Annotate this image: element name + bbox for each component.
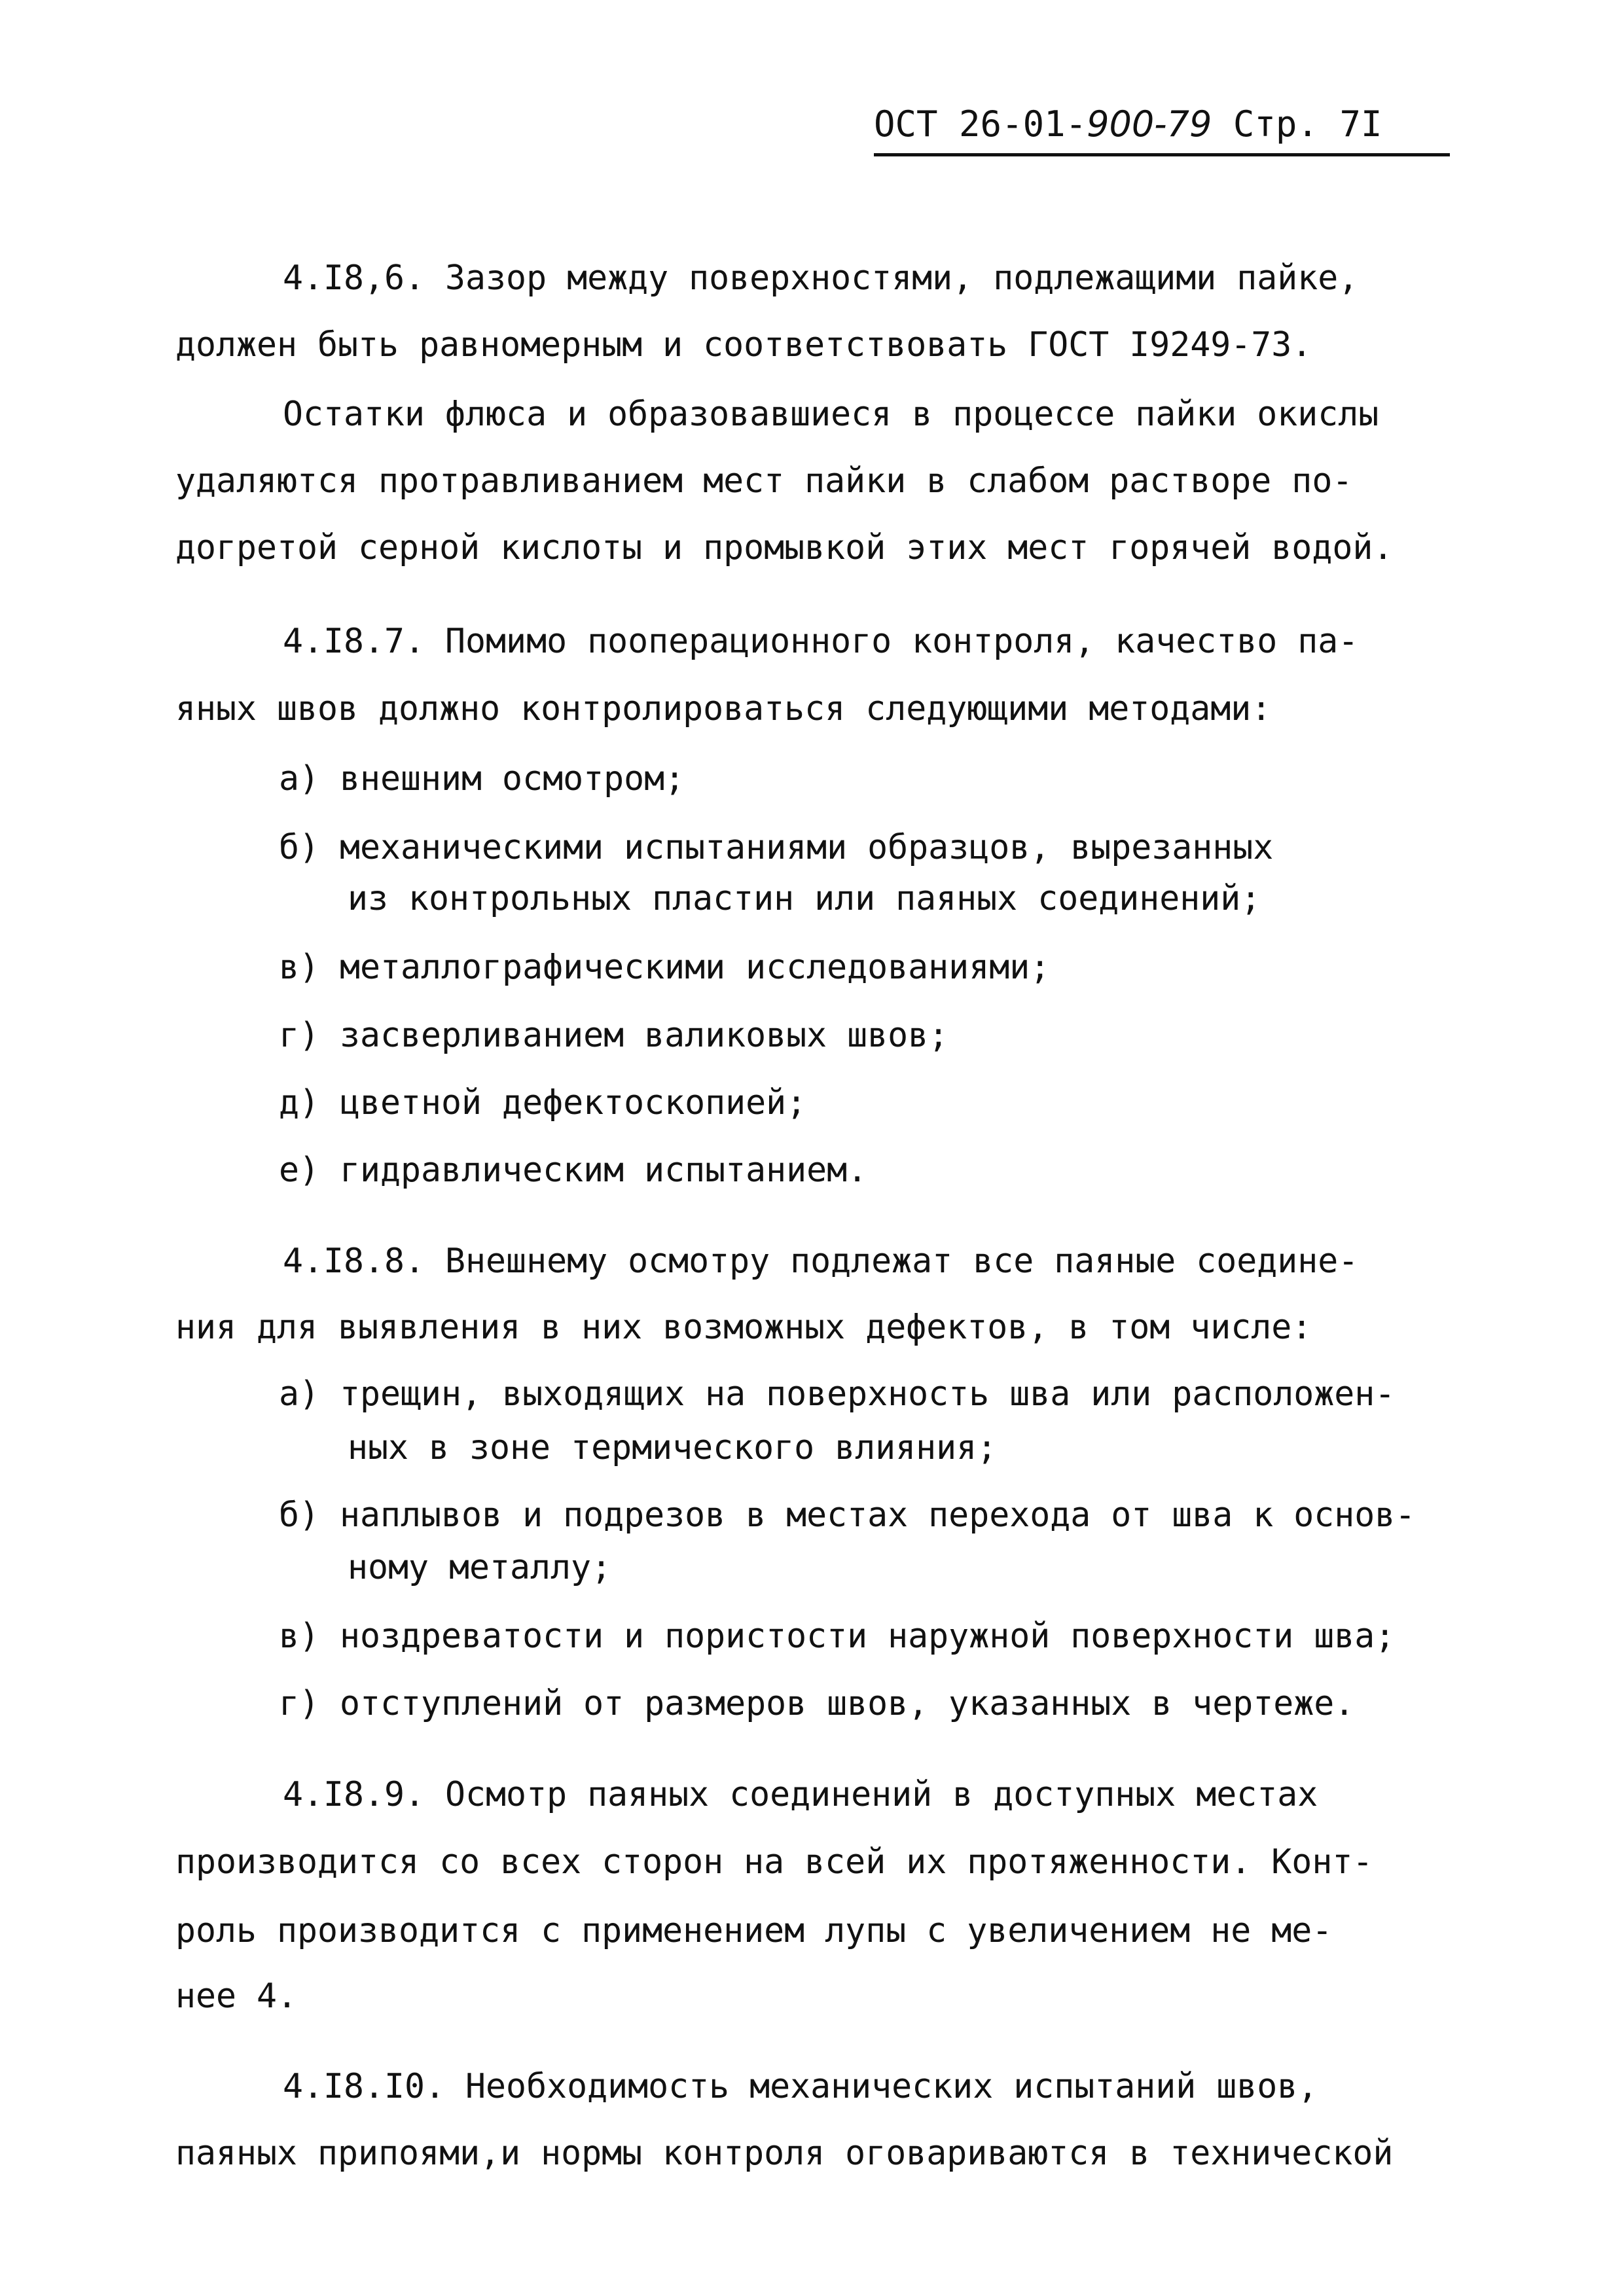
list-item: из контрольных пластин или паяных соединений; <box>348 879 1261 918</box>
text-line: нее 4. <box>175 1977 298 2016</box>
list-item: б) механическими испытаниями образцов, вырезанных <box>279 828 1274 867</box>
text-line: 4.I8.7. Помимо пооперационного контроля, качество па- <box>283 622 1359 661</box>
text-line: 4.I8.8. Внешнему осмотру подлежат все паяные соедине- <box>283 1242 1359 1281</box>
text-line: паяных припоями,и нормы контроля оговариваются в технической <box>175 2134 1394 2173</box>
standard-code: ОСТ 26-01- <box>874 103 1087 145</box>
list-item: е) гидравлическим испытанием. <box>279 1151 868 1190</box>
list-item: г) отступлений от размеров швов, указанных в чертеже. <box>279 1684 1355 1723</box>
text-line: догретой серной кислоты и промывкой этих мест горячей водой. <box>175 528 1394 567</box>
text-line: ния для выявления в них возможных дефектов, в том числе: <box>175 1308 1312 1347</box>
text-line: 4.I8.9. Осмотр паяных соединений в доступных местах <box>283 1775 1318 1814</box>
page-header <box>874 98 1450 156</box>
list-item: в) ноздреватости и пористости наружной поверхности шва; <box>279 1617 1396 1656</box>
text-line: Остатки флюса и образовавшиеся в процессе пайки окислы <box>283 395 1379 434</box>
text-line: 4.I8.I0. Необходимость механических испытаний швов, <box>283 2067 1318 2106</box>
text-line: удаляются протравливанием мест пайки в слабом растворе по- <box>175 461 1353 501</box>
list-item: а) внешним осмотром; <box>279 759 685 798</box>
text-line: производится со всех сторон на всей их протяженности. Конт- <box>175 1842 1373 1882</box>
text-line: должен быть равномерным и соответствовать ГОСТ I9249-73. <box>175 325 1312 365</box>
text-line: роль производится с применением лупы с увеличением не ме- <box>175 1911 1333 1950</box>
list-item: г) засверливанием валиковых швов; <box>279 1016 949 1055</box>
text-line: 4.I8,6. Зазор между поверхностями, подлежащими пайке, <box>283 259 1359 298</box>
list-item: ному металлу; <box>348 1548 612 1587</box>
list-item: д) цветной дефектоскопией; <box>279 1083 807 1122</box>
text-line: яных швов должно контролироваться следующими методами: <box>175 689 1272 728</box>
page-label: Стр. <box>1233 103 1318 145</box>
page-number: 7I <box>1339 103 1382 145</box>
list-item: ных в зоне термического влияния; <box>348 1428 998 1467</box>
list-item: б) наплывов и подрезов в местах перехода от шва к основ- <box>279 1496 1416 1535</box>
list-item: в) металлографическими исследованиями; <box>279 948 1051 987</box>
list-item: а) трещин, выходящих на поверхность шва или расположен- <box>279 1374 1396 1414</box>
standard-number: 900-79 <box>1087 103 1212 145</box>
